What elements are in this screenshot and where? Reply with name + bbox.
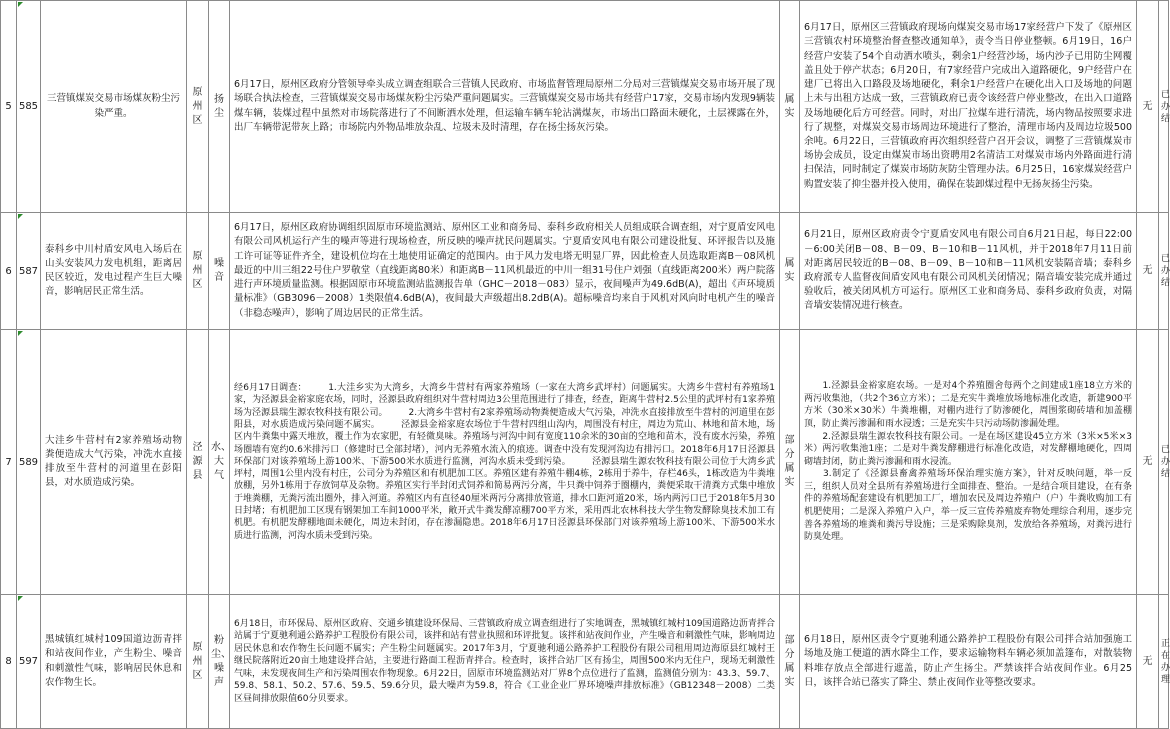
rectification-text: 6月17日，原州区三营镇政府现场向煤炭交易市场17家经营户下发了《原州区三营镇农村环境整治督查整改通知单》，责令当日停业整顿。6月19日，16户经营户安装了54个自动洒水喷头，剩余1户经营沙场，场内沙子已用防尘网覆盖且处于停产状态；6月20日，有7家经营户完成出入道路硬化，9户经营户在建厂已将出入口路段及场地硬化，剩余1户经营户在硬化出入口及场地的问题上未与出租方达成一致，三营镇政府已责令该经营户停业整改，在出入口道路及场地硬化后方可经营。同时，对出厂拉煤车进行清洗，场内物品按照要求进行了规整，对煤炭交易市场周边环境进行了整治，清理市场内及周边垃圾500余吨。6月22日，三营镇政府再次组织经营户召开会议，调整了三营镇煤炭市场协会成员，设定由煤炭市场出资聘用2名清洁工对煤炭市场内外路面进行清扫保洁，同时制定了煤炭市场防灰防尘管理办法。6月25日，16家煤炭经营户购置安装了抑尘器并投入使用，确保在装卸煤过程中无扬灰扬尘污染。 [804,22,1132,190]
row-id: 587 [17,213,41,330]
investigation-text: 6月17日，原州区政府协调组织固原市环境监测站、原州区工业和商务局、泰科乡政府相关人员组成联合调查组，对宁夏盾安风电有限公司风机运行产生的噪声等进行现场检查，所反映的噪声扰民问题属实。宁夏盾安风电有限公司建设批复、环评报告以及施工许可证等证件齐全，建设机位均在土地使用证确定的范围内。由于风力发电塔无明显厂界，因此检查人员选取距离B－08风机最近的中川三组22号住户罗敬堂（直线距离80米）和距离B－11风机最近的中川一组31号住户刘强（直线距离200米）两户院落进行声环境质量监测。根据固原市环境监测站监测报告单（GHC－2018－083）显示，夜间噪声为49.6dB(A)，超出《声环境质量标准》（GB3096－2008）1类限值4.6dB(A)，夜间最大声级超出8.2dB(A)。超标噪音均来自于风机对风向时电机产生的噪音（非稳态噪声），影响了周边居民的正常生活。 [234,222,775,319]
complaint-text: 黑城镇红城村109国道边沥青拌和站夜间作业，产生粉尘、噪音和刺激性气味，影响居民休息和农作物生长。 [45,634,182,688]
table-row [1,1,1169,213]
type-cell [209,1,230,213]
complaint-cell [41,595,187,729]
status-text: 已办结 [1161,254,1170,288]
district-text: 原州区 [192,86,203,126]
investigation-text: 6月18日，市环保局、原州区政府、交通乡镇建设环保局、三营镇政府成立调查组进行了实地调查，黑城镇红城村109国道路边沥青拌合站属于宁夏驰利通公路养护工程股份有限公司，该拌和站有营业执照和环评批复。该拌和站夜间作业，产生噪音和刺激性气味，影响周边居民休息和农作物生长问题不属实；产生粉尘问题属实。2017年3月，宁夏驰利通公路养护工程股份有限公司租用周边海原县红城村王继民院落附近20亩土地建设拌合站，主要进行路面工程沥青拌合。检查时，该拌合站厂区有扬尘，周围500米内无住户，现场无刺激性气味，未发现夜间生产和污染周围农作物现象。6月22日，固原市环境监测站对厂界8个点位进行了监测，监测值分别为：43.3、59.7、59.8、58.1、50.2、57.6、59.5、59.6分贝，最大噪声为59.8，符合《工业企业厂界环境噪声排放标准》（GB12348－2008）二类区昼间排放限值60分贝要求。 [234,619,775,704]
pollution-type-text: 粉尘、噪声 [211,634,231,688]
accountability-text: 无 [1142,100,1153,112]
row-seq: 7 [1,330,17,595]
row-id: 589 [17,330,41,595]
complaint-text: 三营镇煤炭交易市场煤灰粉尘污染严重。 [46,93,180,119]
type-cell [209,595,230,729]
district-cell [187,1,209,213]
table-row [1,330,1169,595]
accountability-text: 无 [1142,456,1153,467]
verdict-cell [780,1,800,213]
rectification-text: 1.泾源县金裕家庭农场。一是对4个养殖圈舍每两个之间建成1座18立方米的两污收集池，（共2个36立方米）；二是充实牛粪堆放场地标准化改造，新建900平方米（30米×30米）牛粪堆棚，对棚内进行了防渗硬化，周围浆砌砖墙和加盖棚顶，防止粪污渗漏和雨水浸透；三是充实牛只污动场防渗漏处理。 2.泾源县瑞生源农牧科技有限公司。一是在场区建设45立方米（3米×5米×3米）两污收集池1座；二是对牛粪发酵棚进行标准化改造，对发酵棚地硬化，四周砌墙封闭，防止粪污渗漏和雨水浸流。 3.制定了《泾源县畜禽养殖场环保治理实施方案》，针对反映问题，举一反三，组织人员对全县所有养殖场进行全面排查、整治。一是结合项目建设，在有条件的养殖场配套建设有机肥加工厂，增加农民及周边养殖户（户）牛粪收购加工有机肥使用；二是深入养殖户入户，举一反三宣传养殖废弃物处理综合利用，逐步完善各养殖场的堆粪和粪污导设施；三是采购除臭剂，发放给各养殖场，对粪污进行防臭处理。 [804,381,1132,543]
verdict-text: 部分属实 [784,634,795,688]
investigation-cell [230,1,780,213]
investigation-cell [230,330,780,595]
status-cell [1159,1,1169,213]
status-cell [1159,595,1169,729]
accountability-cell [1137,595,1159,729]
rectification-cell [800,213,1137,330]
district-text: 原州区 [192,641,203,681]
investigation-text: 经6月17日调查： 1.大洼乡实为大湾乡，大湾乡牛营村有两家养殖场（一家在大湾乡武坪村）问题属实。大湾乡牛营村有养殖场1家，为泾源县金裕家庭农场，同时，泾源县政府组织对牛营村周边3公里范围进行了排查，经查，距离牛营村2.5公里的武坪村有1家养殖场为泾源县瑞生源农牧科技有限公司。 2.大湾乡牛营村有2家养殖场动物粪便造成大气污染，冲洗水直接排放至牛营村的河道里在彭阳县，对水质造成污染问题不属实。 泾源县金裕家庭农场位于牛营村四组山沟内，周围没有村庄，周边为荒山、林地和苗木地，场区内牛粪集中露天堆放，覆土作为农家肥，有轻微臭味。养殖场与河沟中间有宽度110余米的30亩的空地和苗木，没有废水污染，养殖场圈墙有宽约0.6米排污口（修建时已全部封堵），河内无养殖水流入的痕迹。调查中没有发现河沟边有排污口。2018年6月17日泾源县环保部门对该养殖场上游100米、下游500米水质进行监测，河沟水质未受到污染。 泾源县瑞生源农牧科技有限公司位于大湾乡武坪村，周围1公里内没有村庄，公司分为养殖区和有机肥加工区。养殖区建有养殖牛棚4栋，2栋用于养牛，存栏46头，1栋改造为牛粪堆放棚，另外1栋用于存放饲草及杂物。养殖区实行半封闭式饲养和简易两污分离，牛只粪中饲养于圈棚内，粪便采取干清粪方式集中堆放于堆粪棚，无粪污流出圈外，排入河道。养殖区内有直径40厘米两污分离排放管道，排水口距河道20米，场内两污口已于2018年5月30日封堵；有机肥加工区现有钢架加工车间1000平米，敞开式牛粪发酵凉棚700平方米，采用西北农林科技大学生物发酵除臭技术加工有机肥。有机肥发酵棚地面未硬化，周边未封闭，存在渗漏隐患。2018年6月17日泾源县环保部门对该养殖场上游100米、下游500米水质进行监测，河沟水质未受到污染。 [234,383,775,541]
pollution-type-text: 扬尘 [214,93,224,119]
row-seq: 8 [1,595,17,729]
pollution-type-text: 噪音 [214,258,224,283]
verdict-cell [780,595,800,729]
rectification-cell [800,330,1137,595]
table-row [1,213,1169,330]
type-cell [209,213,230,330]
district-cell [187,595,209,729]
verdict-cell [780,330,800,595]
verdict-text: 属实 [784,258,795,283]
complaint-cell [41,213,187,330]
pollution-type-text: 水、大气 [211,442,231,481]
row-id: 597 [17,595,41,729]
verdict-text: 属实 [784,93,795,119]
verdict-cell [780,213,800,330]
row-seq: 6 [1,213,17,330]
district-text: 原州区 [192,251,203,290]
row-id: 585 [17,1,41,213]
rectification-text: 6月18日，原州区责令宁夏驰利通公路养护工程股份有限公司拌合站加强施工场地及施工便道的洒水降尘工作，要求运输物料车辆必须加盖篷布，对散装物料堆存放点全部进行遮盖，防止产生扬尘。严禁该拌合站夜间作业。6月25日，该拌合站已落实了降尘、禁止夜间作业等整改要求。 [804,634,1132,688]
table-row [1,595,1169,729]
row-seq: 5 [1,1,17,213]
status-cell [1159,213,1169,330]
investigation-cell [230,213,780,330]
accountability-cell [1137,1,1159,213]
verdict-text: 部分属实 [784,435,795,488]
type-cell [209,330,230,595]
investigation-text: 6月17日，原州区政府分管领导牵头成立调查组联合三营镇人民政府、市场监督管理局原州二分局对三营镇煤炭交易市场开展了现场联合执法检查，三营镇煤炭交易市场煤灰粉尘污染严重问题属实。三营镇煤炭交易市场共有经营户17家，交易市场内发现9辆装煤车辆，装煤过程中虽然对市场院落进行了不间断洒水处理，但运输车辆车轮沾满煤灰，市场出口路面未硬化，土层裸露在外，出厂车辆带泥带灰上路；市场院内外物品堆放杂乱、垃圾未及时清理，存在扬尘扬灰污染。 [234,79,775,133]
investigation-cell [230,595,780,729]
status-text: 已办结 [1161,89,1170,124]
rectification-cell [800,595,1137,729]
status-cell [1159,330,1169,595]
complaint-cell [41,1,187,213]
complaint-cell [41,330,187,595]
district-text: 泾源县 [192,442,203,481]
status-text: 已办结 [1161,445,1170,479]
accountability-text: 无 [1142,265,1153,276]
accountability-cell [1137,213,1159,330]
district-cell [187,213,209,330]
complaint-text: 泰科乡中川村盾安风电入场后在山头安装风力发电机组，距离居民区较近，发电过程产生巨大噪音，影响居民正常生活。 [45,243,182,298]
status-text: 正在办理 [1161,638,1170,685]
rectification-cell [800,1,1137,213]
accountability-text: 无 [1142,655,1153,667]
rectification-text: 6月21日，原州区政府责令宁夏盾安风电有限公司自6月21日起，每日22:00－6:00关闭B－08、B－09、B－10和B－11风机，并于2018年7月11日前对距离居民较近的B－08、B－09、B－10和B－11风机安装隔音墙；泰科乡政府派专人监督夜间盾安风电有限公司风机关闭情况；隔音墙安装完成并通过验收后，被关闭风机方可运行。原州区工业和商务局、泰科乡政府负责，对隔音墙安装情况进行核查。 [804,229,1132,312]
district-cell [187,330,209,595]
accountability-cell [1137,330,1159,595]
complaint-text: 大洼乡牛营村有2家养殖场动物粪便造成大气污染，冲洗水直接排放至牛营村的河道里在彭阳县，对水质造成污染。 [45,434,182,489]
